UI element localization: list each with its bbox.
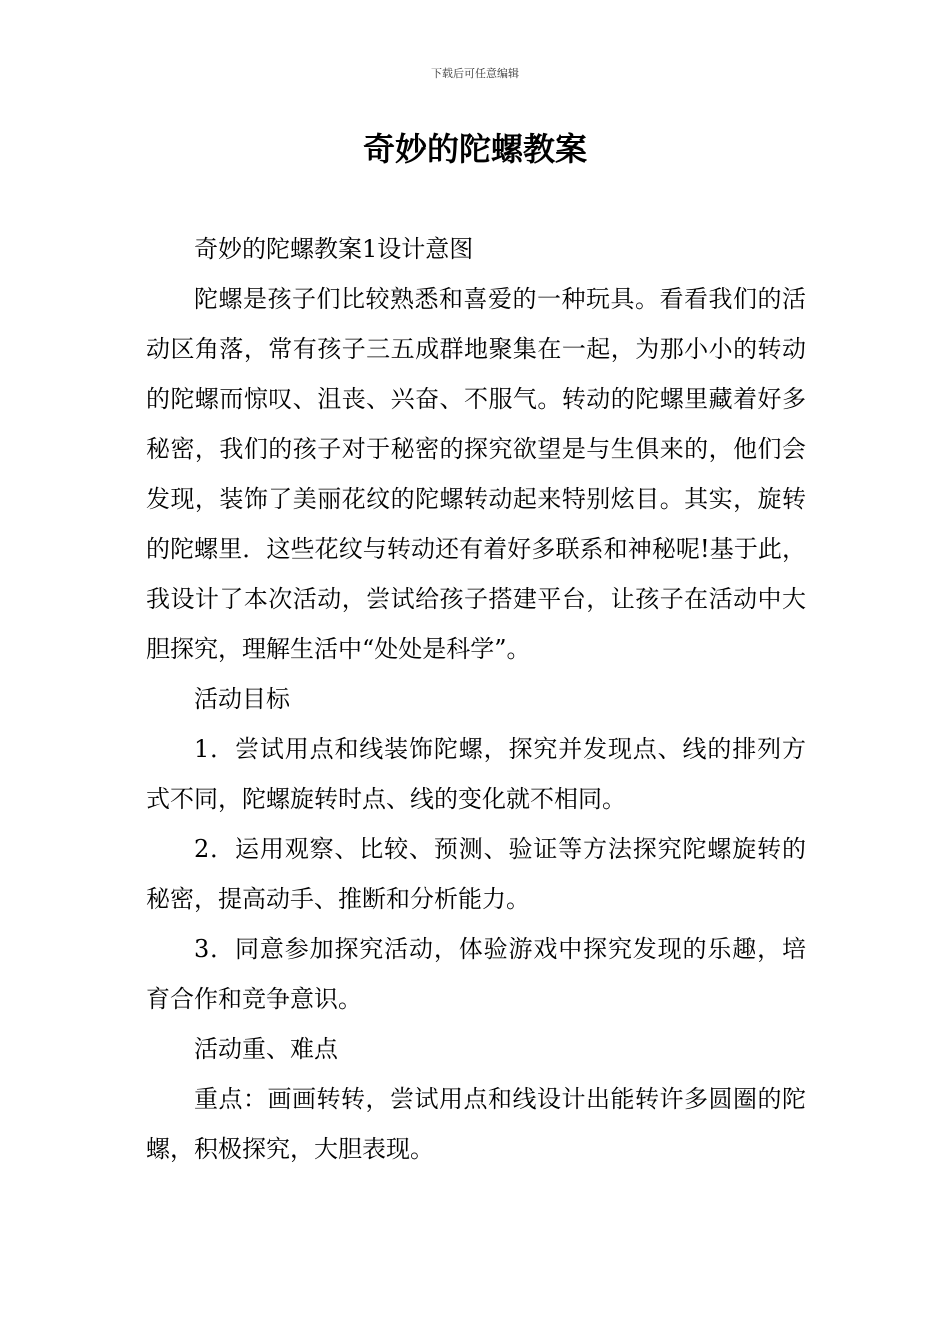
section-heading-objectives: 活动目标 <box>194 685 290 713</box>
paragraph-design-intent: 陀螺是孩子们比较熟悉和喜爱的一种玩具。看看我们的活动区角落，常有孩子三五成群地聚集在一起，为那小小的转动的陀螺而惊叹、沮丧、兴奋、不服气。转动的陀螺里藏着好多秘密，我们的孩子对于秘密的探究欲望是与生俱来的，他们会发现，装饰了美丽花纹的陀螺转动起来特别炫目。其实，旋转的陀螺里．这些花纹与转动还有着好多联系和神秘呢!基于此，我设计了本次活动，尝试给孩子搭建平台，让孩子在活动中大胆探究，理解生活中“处处是科学”。 <box>146 285 806 663</box>
document-body <box>146 224 806 1174</box>
section-heading-design-intent: 奇妙的陀螺教案1设计意图 <box>194 235 474 263</box>
page-header-note: 下载后可任意编辑 <box>431 67 519 80</box>
objective-item-2: 2．运用观察、比较、预测、验证等方法探究陀螺旋转的秘密，提高动手、推断和分析能力。 <box>146 835 806 913</box>
document-title: 奇妙的陀螺教案 <box>362 130 587 168</box>
section-heading-key-points: 活动重、难点 <box>194 1035 338 1063</box>
key-point-paragraph: 重点：画画转转，尝试用点和线设计出能转许多圆圈的陀螺，积极探究，大胆表现。 <box>146 1085 806 1163</box>
objective-item-3: 3．同意参加探究活动，体验游戏中探究发现的乐趣，培育合作和竞争意识。 <box>146 935 806 1013</box>
objective-item-1: 1．尝试用点和线装饰陀螺，探究并发现点、线的排列方式不同，陀螺旋转时点、线的变化就不相同。 <box>146 735 806 813</box>
